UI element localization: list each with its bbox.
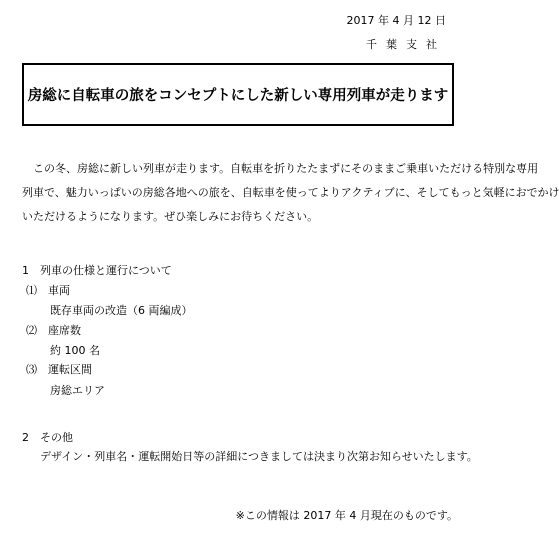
intro-line: この冬、房総に新しい列車が走ります。自転車を折りたたまずにそのままご乗車いただける特別な専用: [22, 162, 539, 175]
item-label-seats: ⑵ 座席数: [26, 324, 81, 337]
section-2-body: デザイン・列車名・運転開始日等の詳細につきましては決まり次第お知らせいたします。: [40, 450, 478, 463]
document-title: 房総に自転車の旅をコンセプトにした新しい専用列車が走ります: [27, 88, 449, 104]
item-value-seats: 約 100 名: [50, 344, 100, 357]
document-date: 2017 年 4 月 12 日: [346, 14, 446, 27]
footnote: ※この情報は 2017 年 4 月現在のものです。: [235, 509, 458, 522]
title-box: [22, 63, 454, 126]
branch-name: 千葉支社: [366, 38, 446, 51]
item-value-route: 房総エリア: [50, 384, 105, 397]
item-label-route: ⑶ 運転区間: [26, 363, 92, 376]
item-label-vehicle: ⑴ 車両: [26, 284, 70, 297]
intro-line: 列車で、魅力いっぱいの房総各地への旅を、自転車を使ってよりアクティブに、そしてもっと気軽におでかけ: [22, 186, 559, 199]
section-2-heading: 2 その他: [22, 431, 73, 444]
intro-line: いただけるようになります。ぜひ楽しみにお待ちください。: [22, 210, 319, 223]
intro-paragraph: [22, 157, 559, 229]
item-value-vehicle: 既存車両の改造（6 両編成）: [50, 304, 193, 317]
section-1-heading: 1 列車の仕様と運行について: [22, 264, 172, 277]
